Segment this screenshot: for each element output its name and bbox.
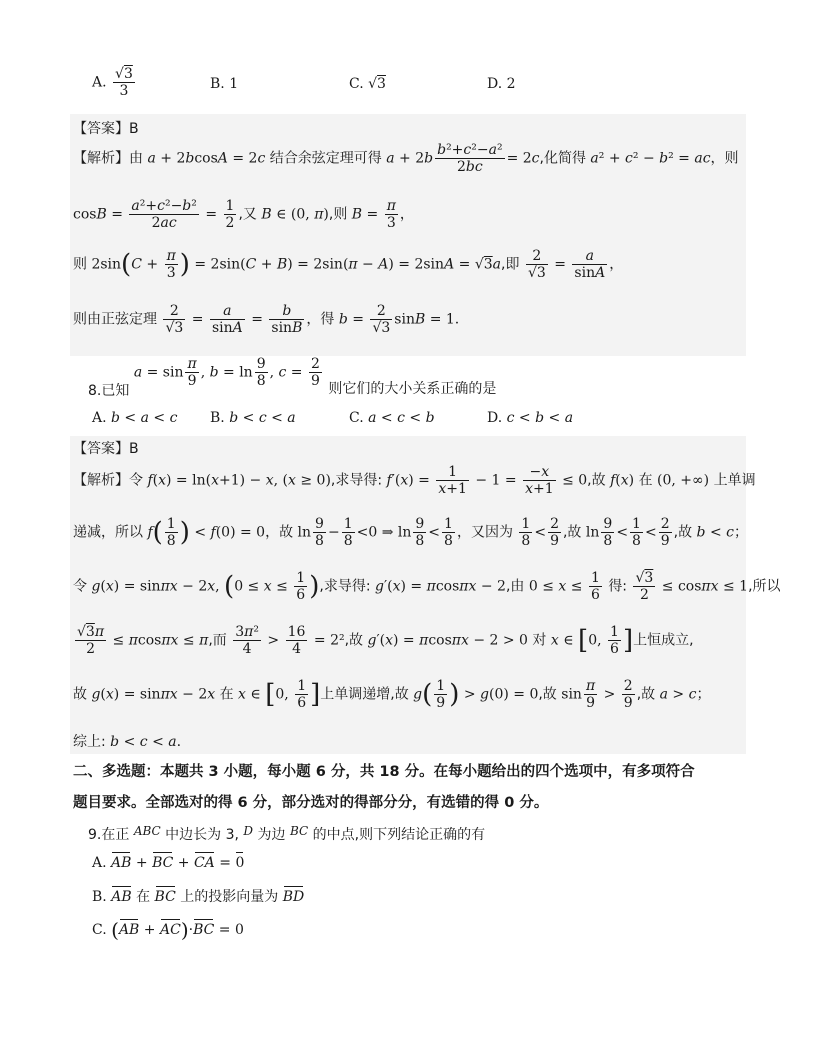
section-2-heading-line-1: 二、多选题：本题共 3 小题，每小题 6 分，共 18 分。在每小题给出的四个选项中，有多项符合 xyxy=(73,764,695,780)
q7-option-a: A. $\frac{√3}{3}$ xyxy=(92,66,133,99)
q9-option-b: B. AB 在 BC 上的投影向量为 BD xyxy=(92,889,305,905)
q7-option-c: C. √3 xyxy=(349,76,386,92)
q9-option-c: C. (AB + AC)·BC = 0 xyxy=(92,918,244,942)
q7-solution-line-2: cosB = $\frac{\text{a²+c²−b²}}{2ac}$ = $\frac{1}{2}$ ,又 B ∈ (0, π),则 B = $\frac{\pi}{3}$ ， xyxy=(73,198,414,231)
q7-solution-line-3: 则 2sin(C + $\frac{\pi}{3}$ ) = 2sin(C + B) = 2sin(π − A) = 2sinA = √3a,即 $\frac{2}{√3}$ = $\frac{a}{\sin A}$ ， xyxy=(73,248,624,281)
q8-conclusion: 综上: b < c < a. xyxy=(73,734,182,750)
q7-option-d: D. 2 xyxy=(487,76,516,92)
q8-option-d: D. c < b < a xyxy=(487,410,574,426)
q9-stem: 9.在正 ABC 中边长为 3, D 为边 BC 的中点,则下列结论正确的有 xyxy=(88,824,486,843)
q7-solution-line-4: 则由正弦定理 $\frac{2}{√3}$ = $\frac{a}{\sin A}$ = $\frac{b}{\sin B}$ ，得 b = $\frac{2}{√3}$ sinB = 1. xyxy=(73,303,460,336)
section-2-heading-line-2: 题目要求。全部选对的得 6 分，部分选对的得部分分，有选错的得 0 分。 xyxy=(73,795,549,811)
q8-option-a: A. b < a < c xyxy=(92,410,178,426)
q8-solution-line-1: 【解析】令 f(x) = ln(x+1) − x, (x ≥ 0),求导得: f′(x) = $\frac{1}{x+1}$ − 1 = $\frac{-x}{x+1}$ ≤ 0,故 f(x) 在 (0, +∞) 上单调 xyxy=(73,464,756,497)
q7-option-a-label: A. xyxy=(92,74,107,91)
q8-solution-line-4: $\frac{√3\pi}{2}$ ≤ πcosπx ≤ π,而 $\frac{\text{3π²}}{4}$ > $\frac{16}{4}$ = 2²,故 g′(x) = πcosπx − 2 > 0 对 x ∈ [0, $\frac{1}{6}$ ]上恒成立, xyxy=(77,624,694,657)
q8-solution-line-2: 递减，所以 f( $\frac{1}{8}$ ) < f(0) = 0，故 ln $\frac{9}{8}$ − $\frac{1}{8}$ <0 ⇒ ln $\frac{9}{8}$ < $\frac{1}{8}$ ，又因为 $\frac{1}{8}$ < $\frac{2}{9}$ ,故 ln $\frac{9}{8}$ < $\frac{1}{8}$ < $\frac{2}{9}$ ,故 b < c； xyxy=(73,516,748,549)
q8-option-c: C. a < c < b xyxy=(349,410,435,426)
q9-option-a: A. AB + BC + CA = 0 xyxy=(92,855,245,871)
q7-answer: 【答案】B xyxy=(73,121,139,137)
q8-solution-line-3: 令 g(x) = sinπx − 2x, (0 ≤ x ≤ $\frac{1}{6}$ ),求导得: g′(x) = πcosπx − 2,由 0 ≤ x ≤ $\frac{1}{6}$ 得: $\frac{√3}{2}$ ≤ cosπx ≤ 1,所以 xyxy=(73,570,781,603)
q7-option-b: B. 1 xyxy=(210,76,239,92)
q8-stem: 8.已知 a = sin $\frac{\pi}{9}$ , b = ln $\frac{9}{8}$ , c = $\frac{2}{9}$ 则它们的大小关系正确的是 xyxy=(88,356,497,399)
q8-solution-line-5: 故 g(x) = sinπx − 2x 在 x ∈ [0, $\frac{1}{6}$ ]上单调递增,故 g( $\frac{1}{9}$ ) > g(0) = 0,故 sin $\frac{\pi}{9}$ > $\frac{2}{9}$ ,故 a > c； xyxy=(73,678,711,711)
q8-answer: 【答案】B xyxy=(73,441,139,457)
q8-option-b: B. b < c < a xyxy=(210,410,296,426)
q7-solution-line-1: 【解析】由 a + 2bcosA = 2c 结合余弦定理可得 a + 2b $\frac{\text{b²+c²−a²}}{2bc}$ = 2c,化简得 a² + c² − b² = ac，则 xyxy=(73,142,739,175)
